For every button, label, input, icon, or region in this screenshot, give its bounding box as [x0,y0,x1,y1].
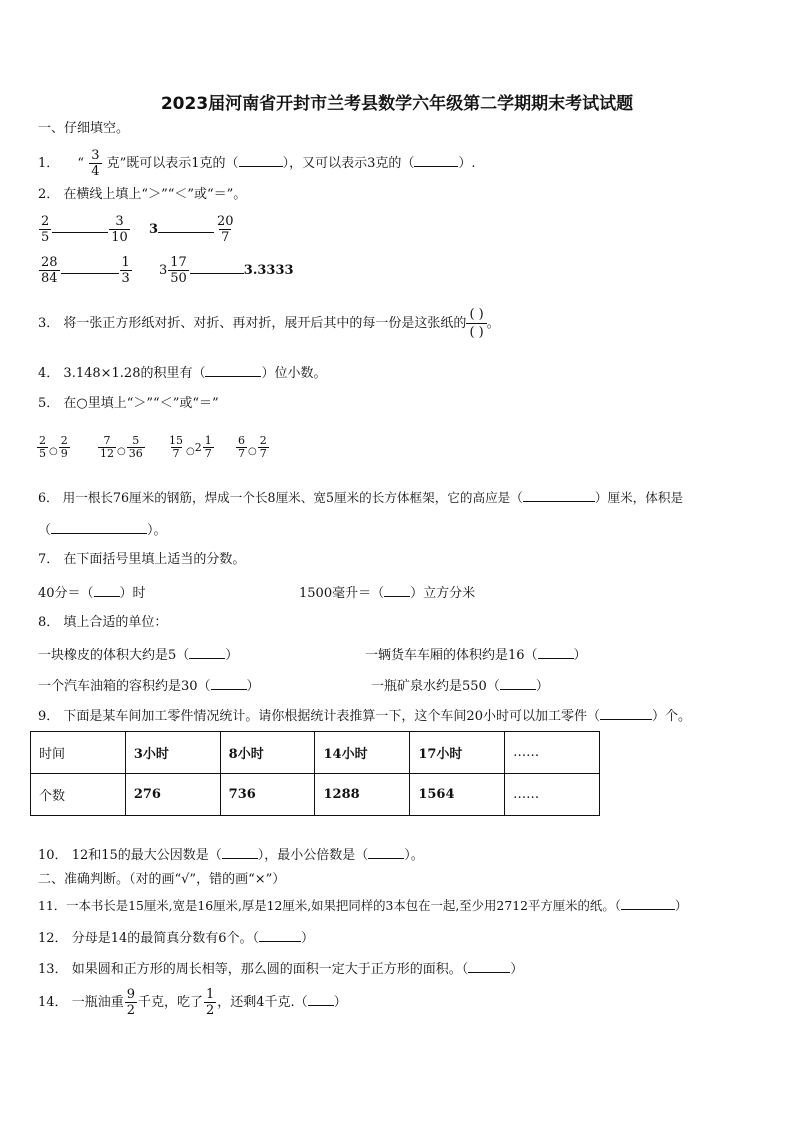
numerator: 5 [132,434,140,447]
numerator: 28 [41,255,58,270]
q2-row-2 [38,254,294,288]
q7-a-text: 40分＝（ [38,586,94,601]
q7-a-unit: ）时 [119,586,146,601]
fraction [120,255,132,286]
numerator: 3 [91,148,100,163]
q7-part-b [299,584,475,602]
table-cell: 3小时 [125,732,220,774]
q8-text: 填上合适的单位： [63,615,168,630]
fraction [167,435,185,460]
question-3 [38,302,500,346]
fraction [59,435,70,460]
denominator: 36 [128,447,143,460]
q2-blank-4[interactable] [190,261,244,274]
fraction [168,255,189,286]
denominator: 5 [41,230,50,245]
q10-text-b: ），最小公倍数是（ [257,848,369,863]
denominator: 9 [60,447,68,460]
fraction [204,987,216,1018]
q3-answer-fraction[interactable] [466,306,486,341]
denominator: 7 [204,447,212,460]
question-13 [38,960,523,978]
q9-text-a: 下面是某车间加工零件情况统计。请你根据统计表推算一下，这个车间20小时可以加工零件（ [63,709,600,724]
section-1-heading: 一、仔细填空。 [38,121,130,136]
numerator: 2 [60,434,68,447]
question-2 [38,187,246,203]
q9-blank[interactable] [600,707,652,720]
table-row [31,774,600,816]
q6-number: 6． [38,490,59,505]
q8-blank-b[interactable] [538,646,574,659]
table-cell: 8小时 [220,732,315,774]
denominator: 7 [172,447,180,460]
denominator: 84 [41,271,58,286]
q6-text-d: ）。 [147,523,167,538]
table-cell: 个数 [31,774,126,816]
question-1 [38,148,475,179]
q13-blank[interactable] [468,960,510,973]
q1-text-b: ），又可以表示3克的（ [282,156,415,171]
fraction [39,255,60,286]
numerator: 15 [169,434,184,447]
q8-d-close: ） [535,679,549,694]
q8-c-close: ） [246,679,260,694]
q12-text-b: ） [301,931,315,946]
q6-text-c: （ [38,523,52,538]
numerator: 1 [204,434,212,447]
numerator: 20 [217,214,234,229]
q13-number: 13． [38,962,68,977]
q1-fraction [89,148,101,179]
q6-text-b: ）厘米，体积是 [594,490,684,505]
q8-b-text: 一辆货车车厢的体积约是16（ [365,648,538,663]
fraction [37,435,48,460]
q8-number: 8． [38,615,60,630]
compare-circle[interactable]: ○ [186,446,195,457]
page-title: 2023届河南省开封市兰考县数学六年级第二学期期末考试试题 [160,94,634,114]
q4-number: 4． [38,366,60,381]
fraction [109,214,130,245]
q12-text-a: 分母是14的最简真分数有6个。（ [71,931,260,946]
fraction [203,435,214,460]
q8-d-text: 一瓶矿泉水约是550（ [371,679,500,694]
decimal-value: 3.3333 [243,263,294,278]
fraction [258,435,269,460]
table-cell: 736 [220,774,315,816]
q2-text: 在横线上填上“＞”“＜”或“＝”。 [63,187,247,202]
question-6-line-2 [38,521,167,539]
q3-number: 3． [38,316,60,331]
q14-blank[interactable] [308,993,334,1006]
q7-blank-b[interactable] [384,584,410,597]
q6-blank-2[interactable] [51,521,147,534]
q13-text-a: 如果圆和正方形的周长相等，那么圆的面积一定大于正方形的面积。（ [71,962,469,977]
numerator: 9 [126,987,135,1002]
q8-blank-a[interactable] [189,646,225,659]
q4-text-a: 3.148×1.28的积里有（ [63,366,206,381]
q7-text: 在下面括号里填上适当的分数。 [63,552,246,567]
q8-c-text: 一个汽车油箱的容积约是30（ [38,679,211,694]
q10-blank-1[interactable] [222,846,258,859]
denominator: 7 [259,447,267,460]
q14-text-c: ，还剩4千克.（ [217,995,308,1010]
section-2-heading: 二、准确判断。（对的画“√”，错的画“×”） [38,872,286,887]
table-cell: 时间 [31,732,126,774]
numerator: 17 [170,255,187,270]
q8-part-b [365,646,587,664]
fraction [236,435,247,460]
fraction [98,435,116,460]
q2-number: 2． [38,187,60,202]
q10-text-c: ）。 [404,848,424,863]
question-12 [38,929,314,947]
q1-text-c: ）. [458,156,476,171]
compare-circle[interactable]: ○ [49,446,58,457]
q4-text-b: ）位小数。 [261,366,327,381]
q8-a-text: 一块橡皮的体积大约是5（ [38,648,190,663]
q1-number: 1． [38,156,60,171]
table-cell: 14小时 [315,732,410,774]
q12-blank[interactable] [259,929,301,942]
q14-text-d: ） [333,995,347,1010]
q8-a-close: ） [225,648,239,663]
denominator: 2 [206,1003,215,1018]
q8-b-close: ） [573,648,587,663]
fraction [125,987,137,1018]
q7-b-text: 1500毫升＝（ [299,586,385,601]
denominator: 12 [100,447,115,460]
whole-number: 3 [148,222,159,237]
numerator: 1 [206,987,215,1002]
q6-blank-1[interactable] [523,489,595,502]
table-cell: …… [505,774,600,816]
q11-text-b: ） [674,898,688,913]
question-5 [38,396,219,412]
q8-blank-c[interactable] [211,677,247,690]
q11-number: 11． [38,898,67,913]
table-cell: 17小时 [410,732,505,774]
fraction [39,214,51,245]
numerator-blank[interactable]: ( ) [469,307,484,322]
numerator: 7 [103,434,111,447]
q2-blank-1[interactable] [52,220,108,233]
q7-b-unit: ）立方分米 [410,586,476,601]
table-row [31,732,600,774]
table-cell: …… [505,732,600,774]
q1-blank-2[interactable] [414,154,458,167]
q14-number: 14． [38,995,68,1010]
numerator: 2 [259,434,267,447]
q13-text-b: ） [510,962,524,977]
mixed-whole: 2 [194,441,202,454]
compare-circle[interactable]: ○ [117,446,126,457]
question-10 [38,846,424,864]
q12-number: 12． [38,931,68,946]
q7-number: 7． [38,552,60,567]
q1-blank-1[interactable] [239,154,283,167]
q10-number: 10． [38,848,68,863]
numerator: 6 [238,434,246,447]
q5-text: 在○里填上“＞”“＜”或“＝” [63,396,219,411]
q10-blank-2[interactable] [368,846,404,859]
q2-blank-3[interactable] [61,261,119,274]
q6-text-a: 用一根长76厘米的钢筋，焊成一个长8厘米、宽5厘米的长方体框架，它的高应是（ [62,490,523,505]
q4-blank[interactable] [205,364,261,377]
q14-text-b: 千克，吃了 [137,995,203,1010]
q1-text-a: 克”既可以表示1克的（ [106,156,239,171]
table-cell: 276 [125,774,220,816]
denominator: 3 [121,271,130,286]
compare-circle[interactable]: ○ [248,446,257,457]
q7-part-a [38,584,146,602]
q11-blank[interactable] [621,897,675,910]
denominator: 50 [170,271,187,286]
q7-blank-a[interactable] [94,584,120,597]
q3-text: 将一张正方形纸对折、对折、再对折，展开后其中的每一份是这张纸的 [63,316,467,331]
stats-table [30,731,600,816]
denominator: 4 [91,164,100,179]
q8-part-c [38,677,260,695]
question-4 [38,364,327,382]
q14-text-a: 一瓶油重 [71,995,124,1010]
denominator: 5 [39,447,46,460]
q11-text-a: 一本书长是15厘米,宽是16厘米,厚是12厘米,如果把同样的3本包在一起,至少用2712平方厘米的纸。（ [66,898,621,913]
question-14 [38,986,347,1020]
q2-blank-2[interactable] [158,220,214,233]
numerator: 2 [41,214,50,229]
numerator: 3 [115,214,124,229]
q9-number: 9． [38,709,60,724]
q8-part-d [371,677,549,695]
q9-text-b: ）个。 [651,709,691,724]
table-cell: 1288 [315,774,410,816]
question-8 [38,615,167,631]
fraction [215,214,236,245]
q3-end: 。 [486,316,500,331]
question-6-line-1 [38,489,683,506]
q10-text-a: 12和15的最大公因数是（ [71,848,222,863]
q8-blank-d[interactable] [500,677,536,690]
fraction [127,435,145,460]
question-11 [38,897,687,914]
denominator-blank[interactable]: ( ) [466,323,486,341]
question-7 [38,552,245,568]
q5-comparisons [36,428,270,472]
question-9 [38,707,691,725]
q5-number: 5． [38,396,60,411]
numerator: 1 [121,255,130,270]
q8-part-a [38,646,238,664]
numerator: 2 [39,434,46,447]
q2-row-1 [38,213,237,247]
mixed-whole: 3 [158,263,168,278]
table-cell: 1564 [410,774,505,816]
denominator: 2 [126,1003,135,1018]
denominator: 7 [238,447,246,460]
denominator: 7 [221,230,230,245]
q1-quote: “ [77,156,85,171]
denominator: 10 [111,230,128,245]
